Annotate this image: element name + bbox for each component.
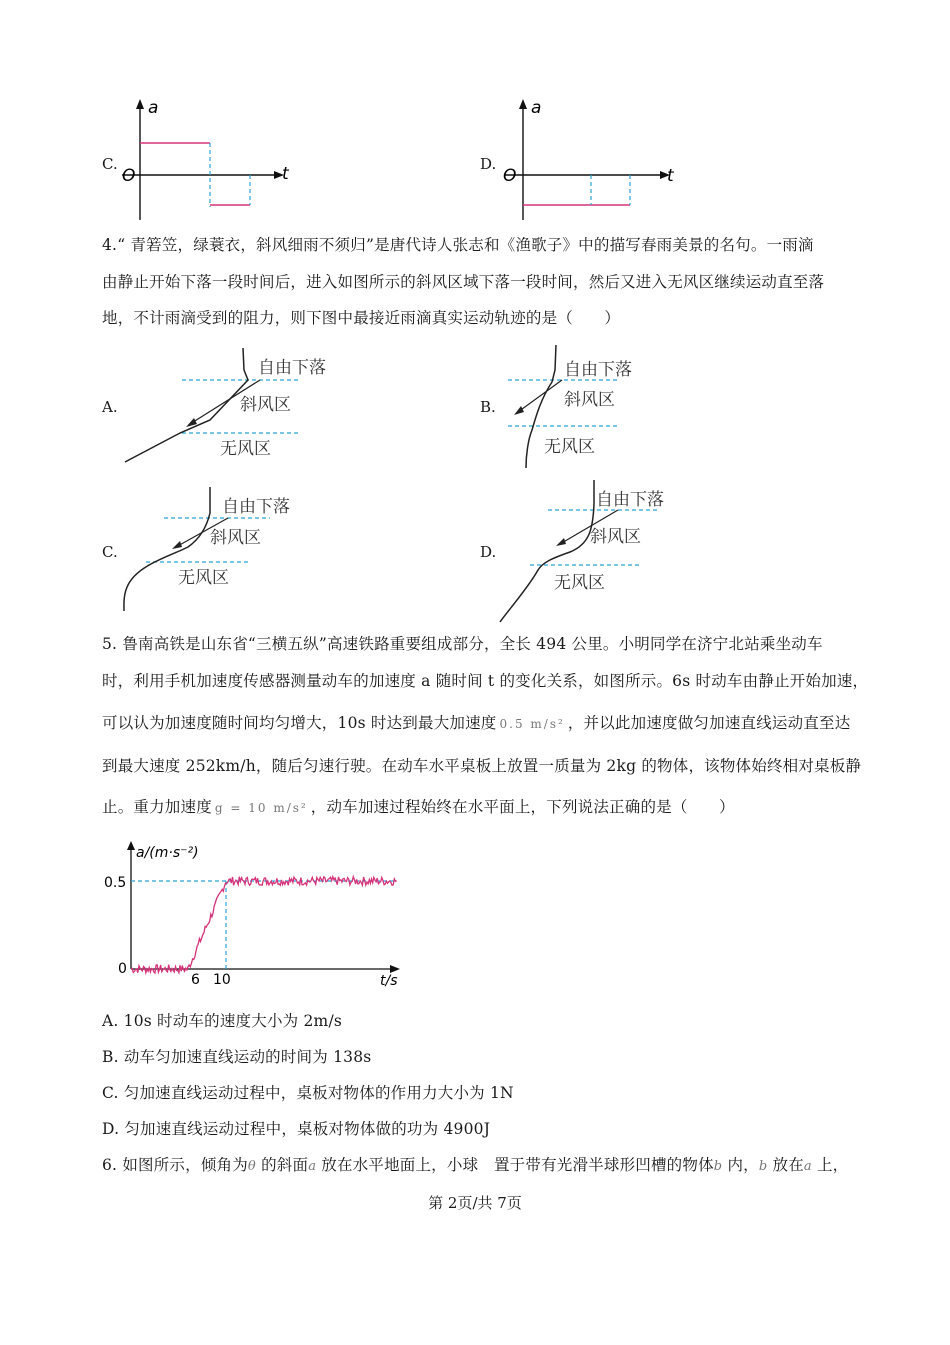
q5-acceleration-chart — [100, 833, 420, 993]
axis-t-label: t — [667, 166, 674, 186]
q4-diagram-d — [498, 478, 728, 628]
label-free-fall: 自由下落 — [596, 490, 664, 510]
acceleration-series-line — [131, 877, 397, 973]
q4-text-line-2: 由静止开始下落一段时间后，进入如图所示的斜风区域下落一段时间，然后又进入无风区继续运动直至落 — [102, 273, 825, 291]
q5-text-line-5 — [102, 795, 735, 817]
symbol-b: b — [713, 1159, 723, 1174]
y-tick-0.5: 0.5 — [104, 875, 127, 891]
x-tick-6: 6 — [191, 972, 200, 988]
q4-option-b-label: B. — [480, 398, 496, 416]
q5-option-b: B. 动车匀加速直线运动的时间为 138s — [102, 1048, 372, 1066]
axis-t-label: t — [282, 164, 289, 184]
origin-label: O — [122, 166, 136, 186]
q5-option-d: D. 匀加速直线运动过程中，桌板对物体做的功为 4900J — [102, 1120, 491, 1138]
q4-option-c-label: C. — [102, 543, 118, 561]
q5-text-line-2: 时，利用手机加速度传感器测量动车的加速度 a 随时间 t 的变化关系，如图所示。6s 时动车由静止开始加速， — [102, 672, 869, 690]
y-tick-0: 0 — [118, 961, 127, 977]
theta-symbol: θ — [247, 1159, 256, 1174]
q5-text-line-3 — [102, 711, 850, 733]
label-no-wind-zone: 无风区 — [178, 568, 229, 588]
q6-part-2: 的斜面 — [255, 1156, 309, 1174]
origin-label: O — [503, 166, 517, 186]
q5-line5-part-b: ，动车加速过程始终在水平面上，下列说法正确的是（ ） — [310, 798, 735, 816]
symbol-a: a — [803, 1159, 812, 1174]
q4-diagram-b — [500, 340, 730, 470]
label-free-fall: 自由下落 — [564, 360, 632, 380]
label-free-fall: 自由下落 — [258, 358, 326, 378]
q6-part-3: 放在水平地面上，小球 置于带有光滑半球形凹槽的物体 — [316, 1156, 714, 1174]
y-axis-label: a/(m·s⁻²) — [136, 845, 199, 861]
q5-max-acceleration-math: 0.5 m/s² — [499, 717, 565, 731]
label-wind-zone: 斜风区 — [590, 527, 641, 547]
q5-gravity-math: g = 10 m/s² — [214, 801, 308, 815]
symbol-a: a — [308, 1159, 317, 1174]
q3-option-c-label: C. — [102, 155, 118, 173]
q6-part-5: 放在 — [767, 1156, 804, 1174]
q3-graph-d — [495, 95, 695, 225]
q3-graph-c — [112, 95, 312, 225]
axis-a-label: a — [148, 98, 159, 118]
page-footer: 第 2页/共 7页 — [428, 1194, 522, 1212]
q6-part-4: 内， — [722, 1156, 759, 1174]
q5-option-a: A. 10s 时动车的速度大小为 2m/s — [102, 1012, 343, 1030]
label-wind-zone: 斜风区 — [210, 528, 261, 548]
q3-option-d-label: D. — [480, 155, 497, 173]
q4-diagram-c — [118, 485, 348, 615]
label-wind-zone: 斜风区 — [564, 390, 615, 410]
label-free-fall: 自由下落 — [222, 497, 290, 517]
q5-line3-part-a: 可以认为加速度随时间均匀增大，10s 时达到最大加速度 — [102, 714, 497, 732]
q5-line5-part-a: 止。重力加速度 — [102, 798, 212, 816]
q5-line3-part-b: ，并以此加速度做匀加速直线运动直至达 — [567, 714, 851, 732]
q6-text-line-1 — [102, 1153, 848, 1175]
x-tick-10: 10 — [213, 972, 231, 988]
axis-a-label: a — [531, 98, 542, 118]
q4-option-a-label: A. — [102, 398, 118, 416]
q5-text-line-4: 到最大速度 252km/h，随后匀速行驶。在动车水平桌板上放置一质量为 2kg 的物体，该物体始终相对桌板静 — [102, 757, 862, 775]
q6-part-6: 上， — [811, 1156, 849, 1174]
q6-part-1: 6. 如图所示，倾角为 — [102, 1156, 248, 1174]
q4-text-line-3: 地，不计雨滴受到的阻力，则下图中最接近雨滴真实运动轨迹的是（ ） — [102, 309, 621, 327]
symbol-b: b — [758, 1159, 768, 1174]
x-axis-label: t/s — [380, 973, 398, 989]
q4-text-line-1: 4.“ 青箬笠，绿蓑衣，斜风细雨不须归”是唐代诗人张志和《渔歌子》中的描写春雨美景的名句。一雨滴 — [102, 236, 814, 254]
label-no-wind-zone: 无风区 — [544, 437, 595, 457]
q4-option-d-label: D. — [480, 543, 497, 561]
label-no-wind-zone: 无风区 — [220, 439, 271, 459]
q5-option-c: C. 匀加速直线运动过程中，桌板对物体的作用力大小为 1N — [102, 1084, 514, 1102]
label-wind-zone: 斜风区 — [240, 395, 291, 415]
label-no-wind-zone: 无风区 — [554, 573, 605, 593]
q4-diagram-a — [120, 340, 350, 470]
q5-text-line-1: 5. 鲁南高铁是山东省“三横五纵”高速铁路重要组成部分，全长 494 公里。小明同学在济宁北站乘坐动车 — [102, 635, 823, 653]
